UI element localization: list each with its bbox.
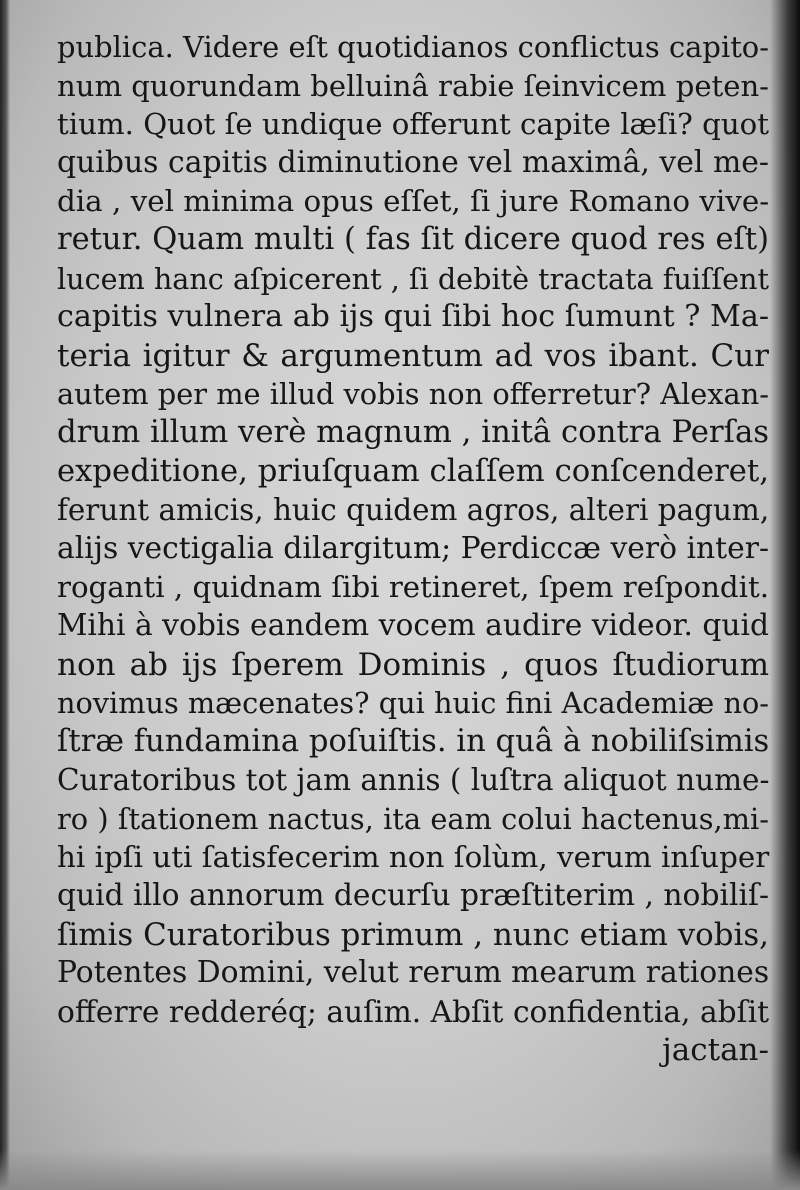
page-right-shadow — [770, 0, 800, 1190]
body-text — [57, 28, 769, 1070]
page-bottom-shadow — [0, 1150, 800, 1190]
text-line: expeditione, priuſquam claſſem conſcenderet, — [57, 453, 769, 489]
text-line: num quorundam belluinâ rabie ſeinvicem peten- — [57, 68, 769, 103]
text-line: Potentes Domini, velut rerum mearum rationes — [57, 955, 770, 991]
catchword: jactan- — [662, 1032, 769, 1069]
text-line: roganti , quidnam ſibi retineret, ſpem reſpondit. — [57, 570, 769, 605]
text-line: non ab ijs ſperem Dominis , quos ſtudiorum — [57, 646, 769, 683]
text-line: Curatoribus tot jam annis ( luſtra aliquot nume- — [57, 763, 770, 798]
text-line: teria igitur & argumentum ad vos ibant. Cur — [57, 337, 769, 374]
text-line: Mihi à vobis eandem vocem audire videor. quid — [57, 607, 769, 643]
text-line: ro ) ſtationem nactus, ita eam colui hactenus,mi- — [57, 801, 769, 836]
text-line: drum illum verè magnum , initâ contra Perſas — [57, 414, 769, 450]
text-line: capitis vulnera ab ijs qui ſibi hoc ſumunt ? Ma- — [57, 299, 769, 335]
text-line: alijs vectigalia dilargitum; Perdiccæ verò inter- — [57, 530, 769, 566]
text-line: novimus mæcenates? qui huic fini Academiæ no- — [57, 686, 769, 721]
text-line: publica. Videre eſt quotidianos conflictus capito- — [57, 30, 769, 64]
text-line: lucem hanc aſpicerent , ſi debitè tractata fuiſſent — [57, 261, 769, 296]
text-line: hi ipſi uti ſatisfecerim non ſolùm, verum inſuper — [57, 840, 770, 875]
text-line: autem per me illud vobis non offerretur? Alexan- — [57, 377, 769, 412]
text-line: dia , vel minima opus eſſet, ſi jure Romano vive- — [57, 184, 770, 219]
text-line: ſimis Curatoribus primum , nunc etiam vobis, — [57, 916, 769, 953]
text-line: offerre redderéq; auſim. Abſit confidentia, abſit — [57, 993, 769, 1029]
text-line: quid illo annorum decurſu præſtiterim , nobiliſ- — [57, 878, 769, 914]
text-line: ferunt amicis, huic quidem agros, alteri pagum, — [57, 493, 770, 528]
text-line: quibus capitis diminutione vel maximâ, vel me- — [57, 144, 769, 180]
text-line: retur. Quam multi ( fas ſit dicere quod res eſt) — [57, 221, 769, 257]
page-left-shadow — [0, 0, 10, 1190]
text-line: ſtræ fundamina poſuiſtis. in quâ à nobiliſsimis — [57, 723, 770, 759]
text-line: tium. Quot ſe undique offerunt capite læſi? quot — [57, 107, 769, 142]
